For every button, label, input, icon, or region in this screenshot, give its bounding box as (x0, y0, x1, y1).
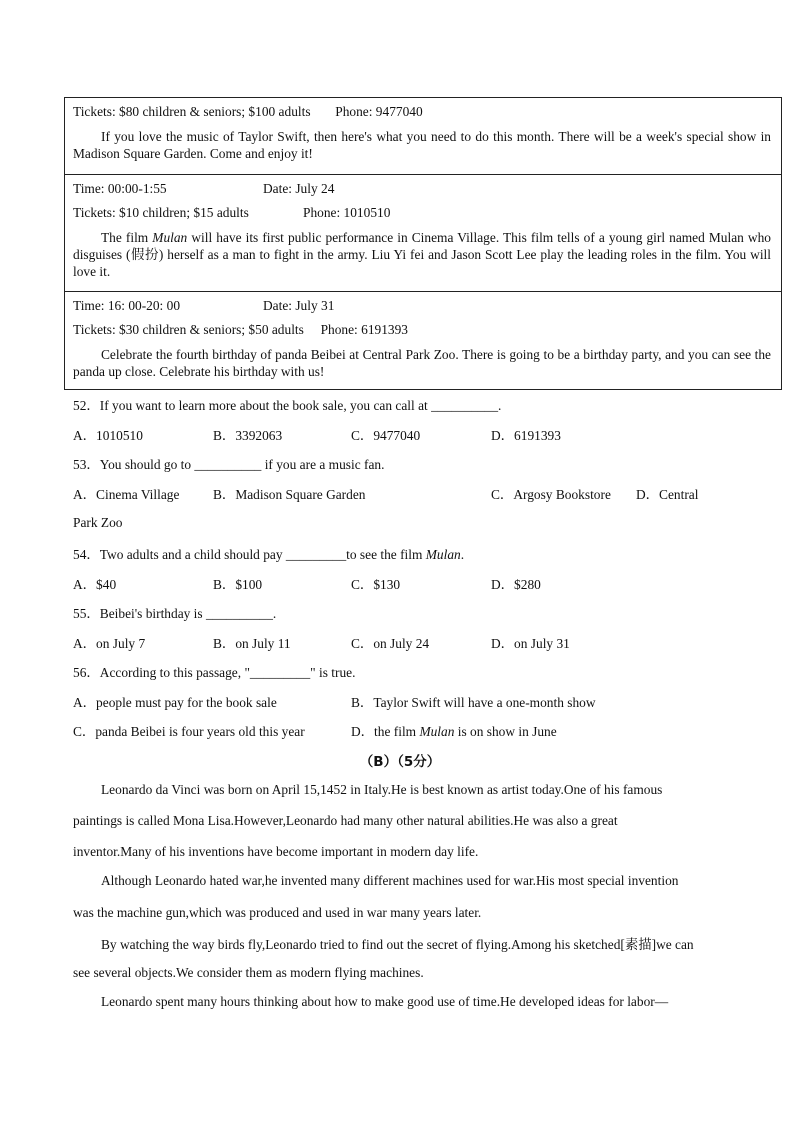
q53-option-d-continued: Park Zoo (73, 515, 123, 530)
film-title: Mulan (152, 230, 188, 245)
question-55: 55．Beibei's birthday is __________. (73, 606, 277, 621)
q52-option-c: C．9477040 (351, 428, 421, 443)
passage-line: Although Leonardo hated war,he invented many different machines used for war.His most special invention (101, 873, 679, 888)
passage-line: was the machine gun,which was produced and used in war many years later. (73, 905, 482, 920)
q53-option-b: B．Madison Square Garden (213, 487, 366, 502)
section-b-heading: （B）（5分） (359, 754, 441, 770)
zoo-tickets: Tickets: $30 children & seniors; $50 adults (73, 322, 304, 337)
zoo-description: Celebrate the fourth birthday of panda Beibei at Central Park Zoo. There is going to be a birthday party, and you can see the panda up close. Celebrate his birthday with us! (73, 347, 771, 379)
question-53: 53．You should go to __________ if you are a music fan. (73, 457, 385, 472)
q55-option-b: B．on July 11 (213, 636, 291, 651)
question-56: 56．According to this passage, "_________" is true. (73, 665, 356, 680)
music-description: If you love the music of Taylor Swift, then here's what you need to do this month. There will be a week's special show in Madison Square Garden. Come and enjoy it! (73, 129, 771, 161)
passage-line: see several objects.We consider them as modern flying machines. (73, 965, 424, 980)
q56-option-c: C．panda Beibei is four years old this year (73, 724, 305, 739)
passage-line: Leonardo da Vinci was born on April 15,1452 in Italy.He is best known as artist today.One of his famous (101, 782, 663, 797)
q54-option-c: C．$130 (351, 577, 401, 592)
q54-option-d: D．$280 (491, 577, 541, 592)
passage-line: Leonardo spent many hours thinking about how to make good use of time.He developed ideas for labor— (101, 994, 669, 1009)
question-54: 54．Two adults and a child should pay _________to see the film Mulan. (73, 547, 465, 562)
q56-option-d: D．the film Mulan is on show in June (351, 724, 557, 739)
question-52: 52．If you want to learn more about the book sale, you can call at __________. (73, 398, 502, 413)
q55-option-c: C．on July 24 (351, 636, 430, 651)
q52-option-b: B．3392063 (213, 428, 283, 443)
notice-zoo (65, 291, 781, 392)
film-time: Time: 00:00-1:55 (73, 181, 167, 196)
passage-line: paintings is called Mona Lisa.However,Leonardo had many other natural abilities.He was also a great (73, 813, 618, 828)
zoo-phone: Phone: 6191393 (320, 322, 408, 337)
music-phone: Phone: 9477040 (335, 104, 423, 119)
zoo-date: Date: July 31 (263, 298, 335, 313)
q55-option-d: D．on July 31 (491, 636, 570, 651)
film-phone: Phone: 1010510 (303, 205, 391, 220)
passage-line: By watching the way birds fly,Leonardo tried to find out the secret of flying.Among his sketched[素描]we can (101, 937, 694, 952)
q52-option-a: A．1010510 (73, 428, 143, 443)
q53-option-d: D．Central (636, 487, 699, 502)
q53-option-a: A．Cinema Village (73, 487, 180, 502)
music-tickets: Tickets: $80 children & seniors; $100 adults (73, 104, 311, 119)
passage-line: inventor.Many of his inventions have become important in modern day life. (73, 844, 479, 859)
film-description: The film Mulan will have its first public performance in Cinema Village. This film tells of a young girl named Mulan who disguises (假扮) herself as a man to fight in the army. Liu Yi fei and Jason Scott Lee play the leading roles in the film. You will love it. (73, 230, 771, 279)
q56-option-a: A．people must pay for the book sale (73, 695, 277, 710)
film-date: Date: July 24 (263, 181, 335, 196)
q55-option-a: A．on July 7 (73, 636, 146, 651)
q53-option-c: C．Argosy Bookstore (491, 487, 611, 502)
film-tickets: Tickets: $10 children; $15 adults (73, 205, 249, 220)
notice-music (65, 98, 781, 174)
notice-box (64, 97, 782, 390)
q54-option-a: A．$40 (73, 577, 117, 592)
notice-film (65, 174, 781, 292)
q56-option-b: B．Taylor Swift will have a one-month show (351, 695, 596, 710)
q52-option-d: D．6191393 (491, 428, 561, 443)
zoo-time: Time: 16: 00-20: 00 (73, 298, 181, 313)
q54-option-b: B．$100 (213, 577, 263, 592)
